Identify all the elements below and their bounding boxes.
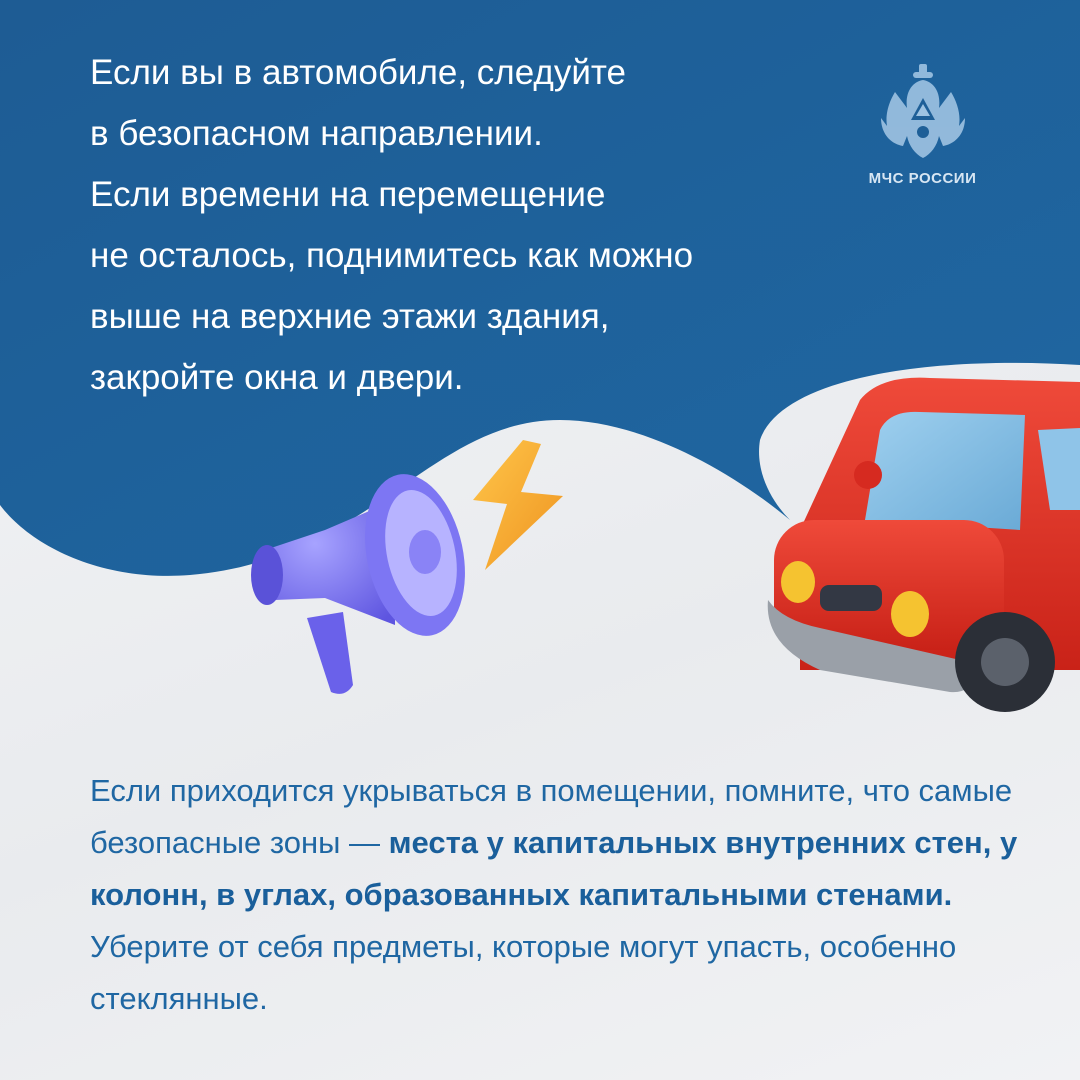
top-text-line: не осталось, поднимитесь как можно xyxy=(90,236,694,275)
top-text-line: закройте окна и двери. xyxy=(90,358,464,397)
top-instruction-text xyxy=(90,42,850,408)
red-car-icon xyxy=(760,370,1080,730)
mchs-logo xyxy=(855,62,990,212)
top-text-line: Если времени на перемещение xyxy=(90,175,606,214)
bottom-instruction-text xyxy=(90,765,1050,1025)
bottom-text-regular: Если приходится укрываться в помещении, помните, что самые безопасные зоны — xyxy=(90,773,1013,860)
top-text-line: в безопасном направлении. xyxy=(90,114,543,153)
lightning-icon xyxy=(473,440,563,570)
bottom-text-regular: Уберите от себя предметы, которые могут упасть, особенно стеклянные. xyxy=(90,929,957,1016)
mchs-eagle-emblem-icon xyxy=(877,62,969,162)
top-text-line: Если вы в автомобиле, следуйте xyxy=(90,53,626,92)
megaphone-icon xyxy=(245,430,575,700)
bottom-text-bold: места у капитальных внутренних стен, у колонн, в углах, образованных капитальными стенами. xyxy=(90,825,1018,912)
top-text-line: выше на верхние этажи здания, xyxy=(90,297,610,336)
logo-text: МЧС РОССИИ xyxy=(868,170,977,187)
